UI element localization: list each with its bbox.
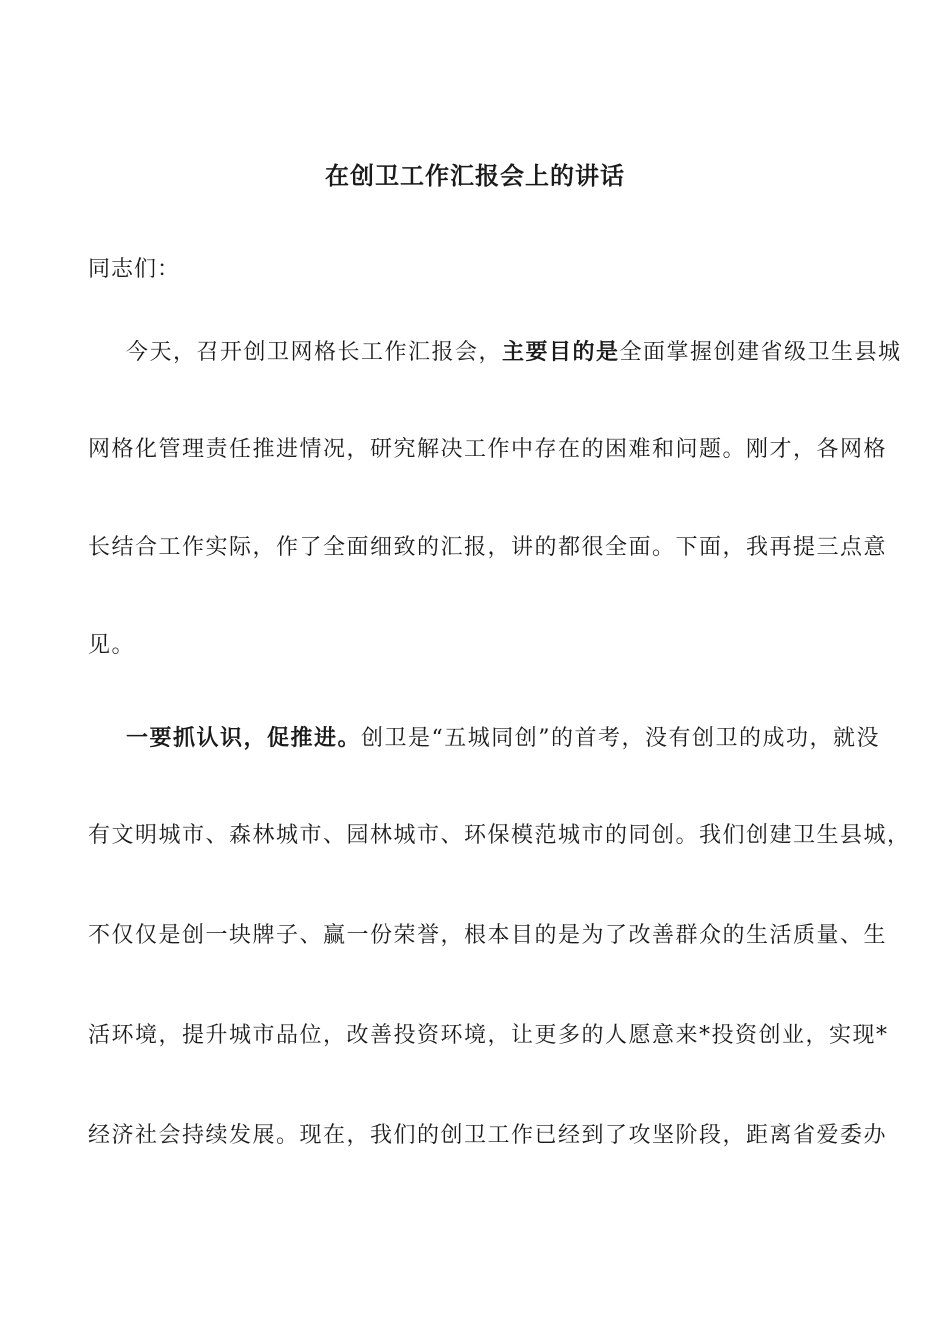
salutation: 同志们： — [88, 257, 181, 282]
paragraph-2-line-3: 不仅仅是创一块牌子、赢一份荣誉，根本目的是为了改善群众的生活质量、生 — [88, 923, 888, 948]
paragraph-1-line-4: 见。 — [88, 633, 136, 658]
paragraph-2-line-1 — [126, 718, 881, 759]
document-title: 在创卫工作汇报会上的讲话 — [325, 161, 625, 190]
paragraph-1-text: 今天，召开创卫网格长工作汇报会， — [126, 340, 503, 365]
paragraph-1-emphasis: 主要目的是 — [502, 339, 620, 365]
paragraph-1-line-3: 长结合工作实际，作了全面细致的汇报，讲的都很全面。下面，我再提三点意 — [88, 535, 888, 560]
paragraph-2-text: 创卫是“五城同创”的首考，没有创卫的成功，就没 — [361, 726, 881, 751]
paragraph-1-line-1 — [126, 332, 902, 373]
paragraph-1-text: 全面掌握创建省级卫生县城 — [619, 340, 902, 365]
paragraph-1-line-2: 网格化管理责任推进情况，研究解决工作中存在的困难和问题。刚才，各网格 — [88, 437, 888, 462]
paragraph-2-heading: 一要抓认识，促推进。 — [126, 725, 362, 751]
paragraph-2-line-2: 有文明城市、森林城市、园林城市、环保模范城市的同创。我们创建卫生县城， — [88, 823, 911, 848]
paragraph-2-line-5: 经济社会持续发展。现在，我们的创卫工作已经到了攻坚阶段，距离省爱委办 — [88, 1123, 888, 1148]
paragraph-2-line-4: 活环境，提升城市品位，改善投资环境，让更多的人愿意来*投资创业，实现* — [88, 1023, 889, 1048]
